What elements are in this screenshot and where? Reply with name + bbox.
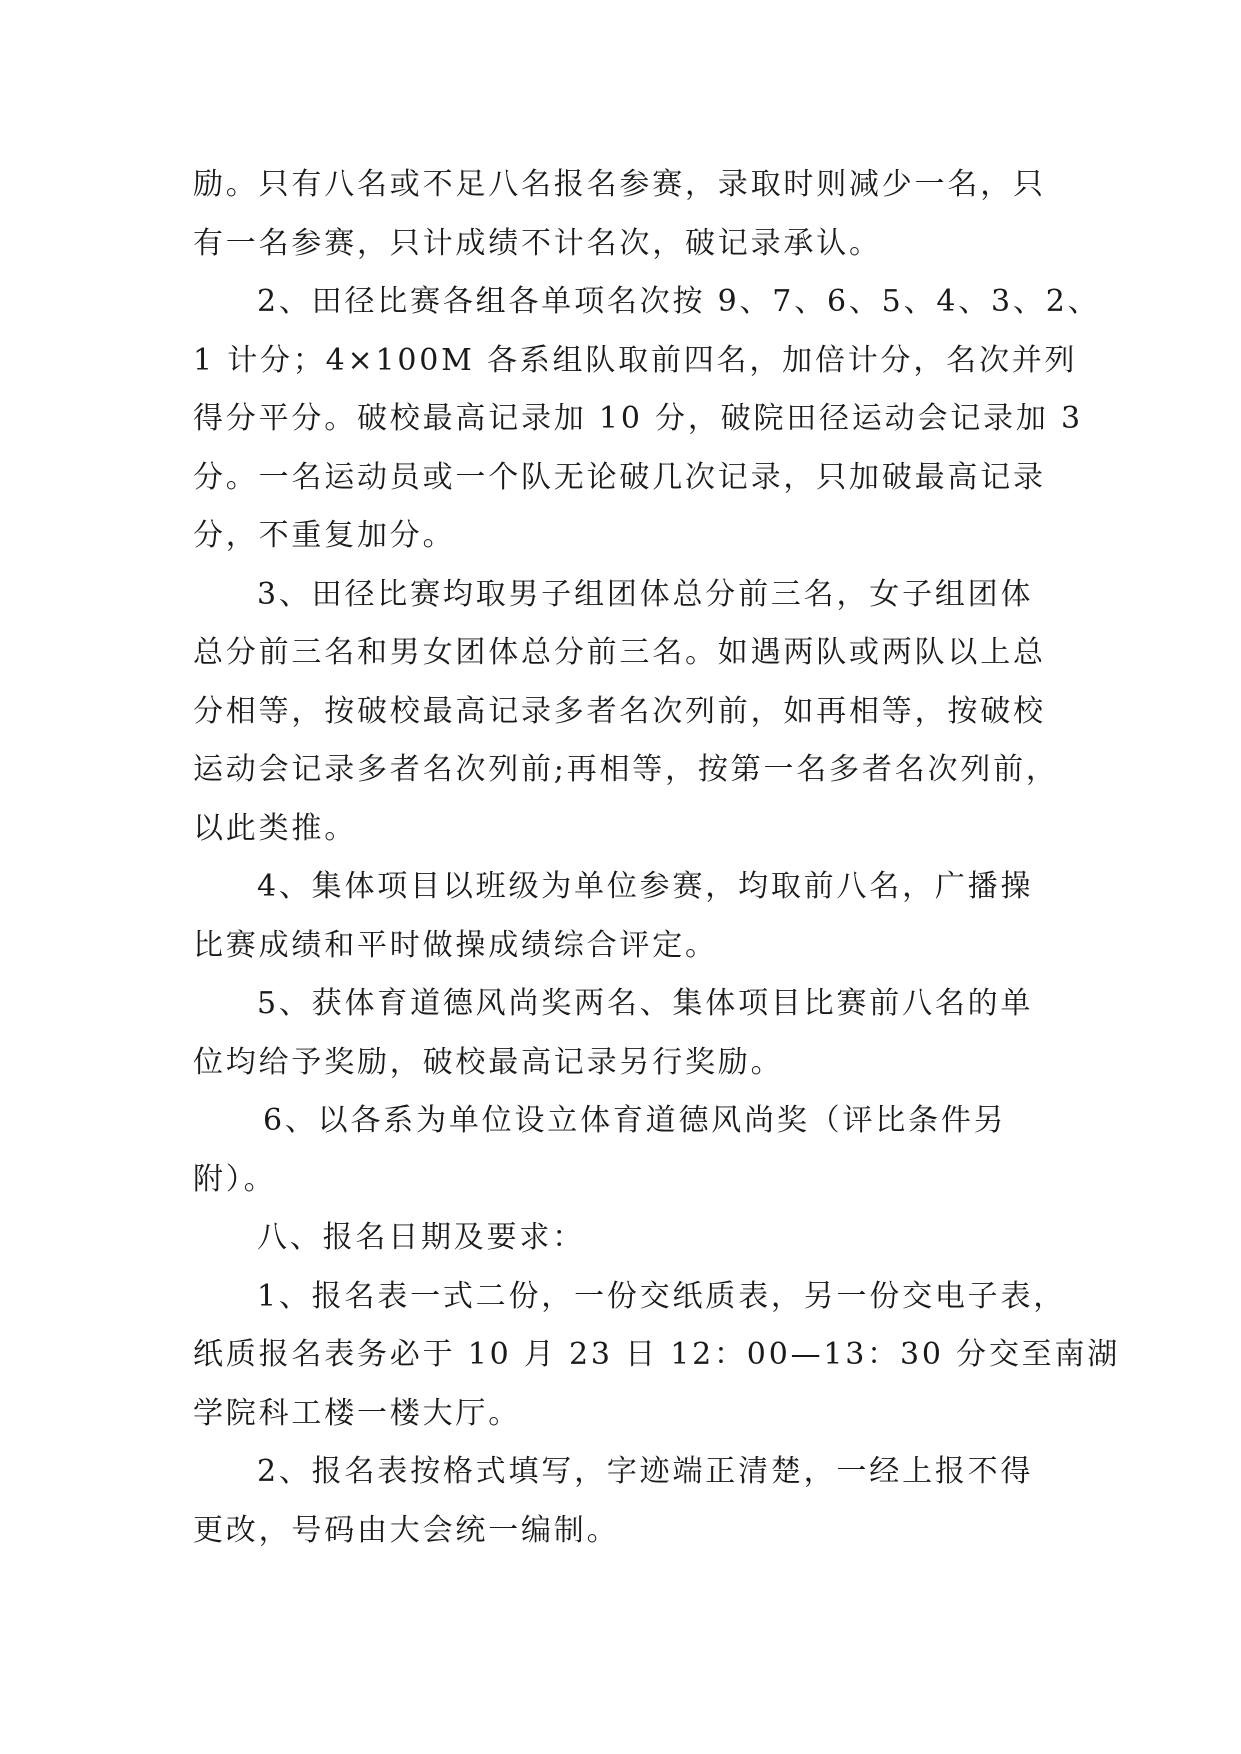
text-line: 1 计分；4×100M 各系组队取前四名，加倍计分，名次并列 xyxy=(193,342,1078,378)
text-line: 1、报名表一式二份，一份交纸质表，另一份交电子表， xyxy=(257,1278,1067,1314)
text-line: 分，不重复加分。 xyxy=(193,518,456,553)
text-line: 更改，号码由大会统一编制。 xyxy=(193,1512,620,1548)
text-line: 分。一名运动员或一个队无论破几次记录，只加破最高记录 xyxy=(193,459,1046,495)
text-line: 纸质报名表务必于 10 月 23 日 12：00—13：30 分交至南湖 xyxy=(193,1337,1121,1372)
text-line: 八、报名日期及要求： xyxy=(257,1220,585,1255)
document-body xyxy=(193,156,1121,1560)
text-line: 2、报名表按格式填写，字迹端正清楚，一经上报不得 xyxy=(257,1454,1034,1489)
text-line: 5、获体育道德风尚奖两名、集体项目比赛前八名的单 xyxy=(257,986,1034,1021)
text-line: 总分前三名和男女团体总分前三名。如遇两队或两队以上总 xyxy=(193,635,1046,670)
text-line: 有一名参赛，只计成绩不计名次，破记录承认。 xyxy=(193,225,882,261)
text-line: 4、集体项目以班级为单位参赛，均取前八名，广播操 xyxy=(257,869,1034,904)
text-line: 3、田径比赛均取男子组团体总分前三名，女子组团体 xyxy=(257,576,1034,612)
text-line: 附）。 xyxy=(193,1161,277,1197)
text-line: 分相等，按破校最高记录多者名次列前，如再相等，按破校 xyxy=(193,693,1046,729)
text-line: 以此类推。 xyxy=(193,810,357,846)
text-line: 6、以各系为单位设立体育道德风尚奖（评比条件另 xyxy=(263,1103,1007,1138)
text-line: 运动会记录多者名次列前;再相等，按第一名多者名次列前， xyxy=(193,752,1059,787)
text-line: 励。只有八名或不足八名报名参赛，录取时则减少一名，只 xyxy=(193,167,1046,202)
text-line: 得分平分。破校最高记录加 10 分，破院田径运动会记录加 3 xyxy=(193,401,1083,436)
text-line: 位均给予奖励，破校最高记录另行奖励。 xyxy=(193,1044,784,1080)
text-line: 2、田径比赛各组各单项名次按 9、7、6、5、4、3、2、 xyxy=(257,284,1101,319)
text-line: 比赛成绩和平时做操成绩综合评定。 xyxy=(193,927,718,963)
text-line: 学院科工楼一楼大厅。 xyxy=(193,1395,521,1431)
